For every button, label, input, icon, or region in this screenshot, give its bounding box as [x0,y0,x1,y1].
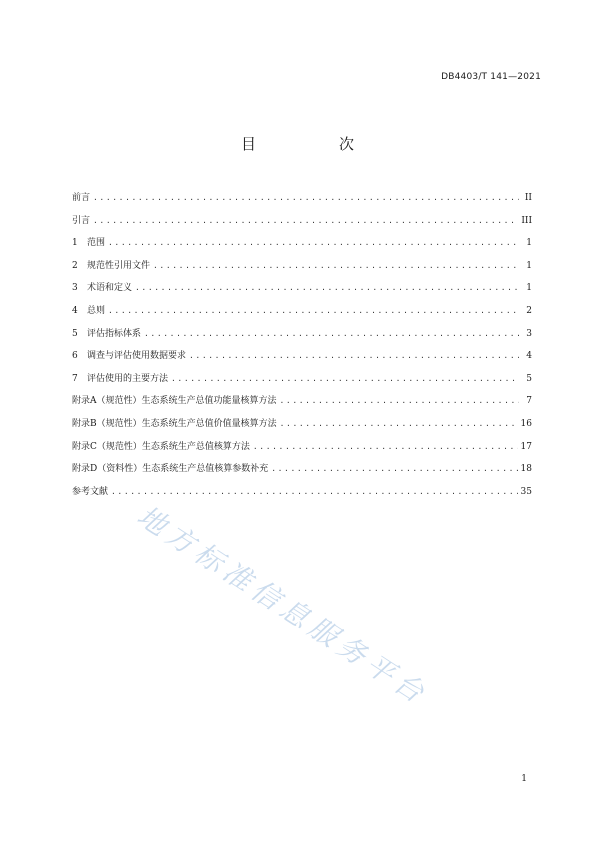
toc-entry-number: 5 [72,328,78,339]
toc-dot-leader [189,351,519,360]
toc-entry-number: 6 [72,351,78,362]
toc-dot-leader [108,238,519,247]
toc-entry-number: 4 [72,305,78,316]
toc-entry-label: 术语和定义 [87,283,133,294]
toc-entry-number: 2 [72,260,78,271]
toc-entry-page: 2 [526,305,532,316]
toc-dot-leader [271,464,517,473]
page-number: 1 [521,774,527,784]
toc-entry-page: 3 [526,328,532,339]
toc-entry-label: 附录D（资料性）生态系统生产总值核算参数补充 [72,464,269,475]
toc-dot-leader [93,193,519,202]
toc-dot-leader [93,216,518,225]
toc-entry-label: 调查与评估使用数据要求 [87,351,187,362]
toc-entry[interactable] [72,416,532,439]
document-code: DB4403/T 141—2021 [441,72,541,82]
toc-entry-page: 4 [526,351,532,362]
toc-entry-label: 附录B（规范性）生态系统生产总值价值量核算方法 [72,418,277,429]
toc-entry[interactable] [72,235,532,258]
toc-entry[interactable] [72,348,532,371]
toc-dot-leader [253,442,518,451]
toc-entry-label: 附录C（规范性）生态系统生产总值核算方法 [72,441,250,452]
toc-entry-page: 7 [526,396,532,407]
toc-entry-number: 1 [72,238,78,249]
toc-entry-page: III [521,215,532,226]
watermark: 地方标准信息服务平台 [131,499,435,713]
toc-entry[interactable] [72,213,532,236]
toc-entry[interactable] [72,439,532,462]
toc-dot-leader [135,283,519,292]
toc-entry-page: 1 [526,283,532,294]
toc-entry[interactable] [72,484,532,507]
toc-entry-label: 规范性引用文件 [87,260,151,271]
toc-entry-page: 1 [526,238,532,249]
toc-entry[interactable] [72,393,532,416]
toc-entry-number: 7 [72,373,78,384]
toc-entry-page: 35 [520,486,532,497]
toc-entry-label: 总则 [87,305,106,316]
toc-entry-label: 评估使用的主要方法 [87,373,169,384]
toc-entry[interactable] [72,461,532,484]
toc-entry-number: 3 [72,283,78,294]
toc-entry-page: 18 [520,464,532,475]
toc-dot-leader [153,261,519,270]
toc-entry[interactable] [72,280,532,303]
toc-dot-leader [144,329,519,338]
toc-entry[interactable] [72,326,532,349]
toc-dot-leader [108,306,519,315]
toc-dot-leader [111,487,518,496]
toc-entry-label: 参考文献 [72,486,109,497]
toc-entry-page: 5 [526,373,532,384]
toc-entry[interactable] [72,303,532,326]
toc-entry-label: 前言 [72,193,91,203]
toc-entry[interactable] [72,258,532,281]
toc-entry-page: 16 [520,418,532,429]
toc-entry-label: 附录A（规范性）生态系统生产总值功能量核算方法 [72,396,277,407]
toc-entry-page: 1 [526,260,532,271]
toc-entry[interactable] [72,371,532,394]
toc-dot-leader [280,396,519,405]
toc-entry[interactable] [72,190,532,213]
toc-entry-page: 17 [520,441,532,452]
toc-entry-label: 范围 [87,238,106,249]
toc-entry-label: 评估指标体系 [87,328,142,339]
toc-dot-leader [280,419,518,428]
table-of-contents [72,190,532,506]
toc-entry-page: II [524,193,532,203]
toc-entry-label: 引言 [72,215,91,226]
toc-dot-leader [171,374,519,383]
page-title: 目 次 [240,135,388,153]
